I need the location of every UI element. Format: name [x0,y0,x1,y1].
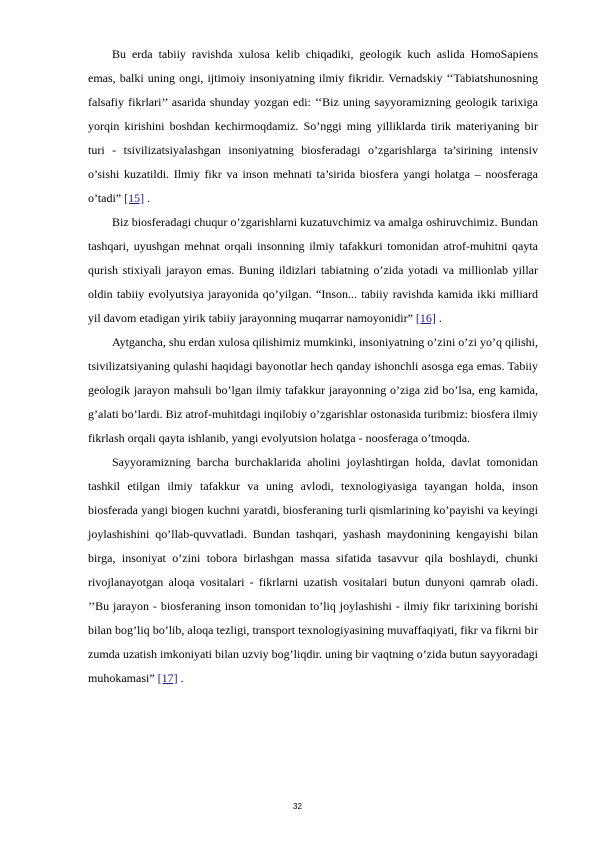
paragraph-1-text: Bu erda tabiiy ravishda xulosa kelib chiqadiki, geologik kuch aslida HomoSapiens emas, balki uning ongi, ijtimoiy insoniyatning ilmiy fikridir. Vernadskiy ‘‘Tabiatshunosning falsafiy fikrlari’’ asarida shunday yozgan edi: ‘‘Biz uning sayyoramizning geologik tarixiga yorqin kirishini boshdan kechirmoqdamiz. So’nggi ming yilliklarda tirik materiyaning bir turi - tsivilizatsiyalashgan insoniyatning biosferadagi o’zgarishlarga ta’sirining intensiv o’sishi kuzatildi. Ilmiy fikr va inson mehnati ta’sirida biosfera yangi holatga – noosferaga o’tadi” [88,47,538,205]
paragraph-2-text: Biz biosferadagi chuqur o’zgarishlarni kuzatuvchimiz va amalga oshiruvchimiz. Bundan tashqari, uyushgan mehnat orqali insonning ilmiy tafakkuri tomonidan atrof-muhitni qayta qurish stixiyali jarayon emas. Buning ildizlari tabiatning o’zida yotadi va millionlab yillar oldin tabiiy evolyutsiya jarayonida qo’yilgan. “Inson... tabiiy ravishda kamida ikki milliard yil davom etadigan yirik tabiiy jarayonning muqarrar namoyonidir” [88,215,538,325]
citation-link-17[interactable]: [17] [157,671,178,685]
paragraph-2-tail: . [435,311,442,325]
document-body [88,42,538,690]
citation-link-16[interactable]: [16] [415,311,436,325]
paragraph-3-text: Aytgancha, shu erdan xulosa qilishimiz mumkinki, insoniyatning o’zini o’zi yo’q qilishi, tsivilizatsiyaning qulashi haqidagi bayonotlar hech qanday ishonchli asosga ega emas. Tabiiy geologik jarayon mahsuli bo’lgan ilmiy tafakkur jarayonning o’ziga zid bo’lsa, eng kamida, g’alati bo’lardi. Biz atrof-muhitdagi inqilobiy o’zgarishlar ostonasida turibmiz: biosfera ilmiy fikrlash orqali qayta ishlanib, yangi evolyutsion holatga - noosferaga o’tmoqda. [88,335,538,445]
paragraph-4-text: Sayyoramizning barcha burchaklarida aholini joylashtirgan holda, davlat tomonidan tashkil etilgan ilmiy tafakkur va uning avlodi, texnologiyasiga tayangan holda, inson biosferada yangi biogen kuchni yaratdi, biosferaning turli qismlarining ko’payishi va keyingi joylashishini qo’llab-quvvatladi. Bundan tashqari, yashash maydonining kengayishi bilan birga, insoniyat o’zini tobora birlashgan massa sifatida tasavvur qila boshlaydi, chunki rivojlanayotgan aloqa vositalari - fikrlarni uzatish vositalari butun dunyoni qamrab oladi. ’’Bu jarayon - biosferaning inson tomonidan to’liq joylashishi - ilmiy fikr tarixining borishi bilan bog’liq bo’lib, aloqa tezligi, transport texnologiyasining muvaffaqiyati, fikr va fikrni bir zumda uzatish imkoniyati bilan uzviy bog’liqdir. uning bir vaqtning o’zida butun sayyoradagi muhokamasi” [88,455,538,685]
page-number: 32 [293,802,302,811]
citation-link-15[interactable]: [15] [124,191,145,205]
paragraph-4 [88,450,538,690]
paragraph-1-tail: . [144,191,151,205]
paragraph-2 [88,210,538,330]
paragraph-3 [88,330,538,450]
paragraph-1 [88,42,538,210]
paragraph-4-tail: . [177,671,184,685]
